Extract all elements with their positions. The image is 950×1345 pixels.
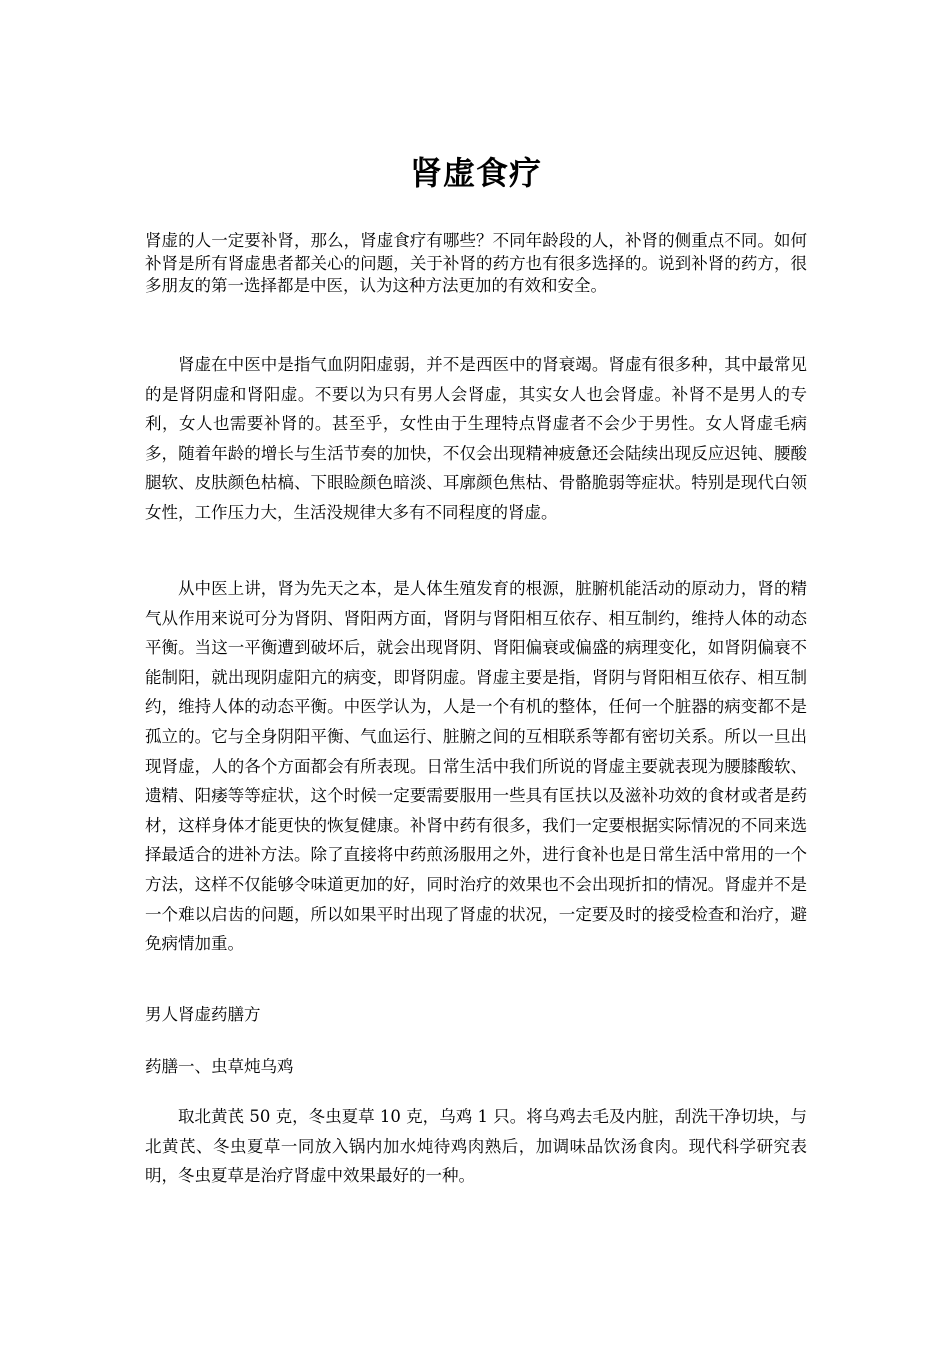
intro-paragraph: 肾虚的人一定要补肾，那么，肾虚食疗有哪些？不同年龄段的人，补肾的侧重点不同。如何补肾是所有肾虚患者都关心的问题，关于补肾的药方也有很多选择的。说到补肾的药方，很多朋友的第一选择都是中医，认为这种方法更加的有效和安全。 (145, 231, 807, 295)
kidney-deficiency-definition-paragraph: 肾虚在中医中是指气血阴阳虚弱，并不是西医中的肾衰竭。肾虚有很多种，其中最常见的是肾阴虚和肾阳虚。不要以为只有男人会肾虚，其实女人也会肾虚。补肾不是男人的专利，女人也需要补肾的。甚至乎，女性由于生理特点肾虚者不会少于男性。女人肾虚毛病多，随着年龄的增长与生活节奏的加快，不仅会出现精神疲惫还会陆续出现反应迟钝、腰酸腿软、皮肤颜色枯槁、下眼睑颜色暗淡、耳廓颜色焦枯、骨骼脆弱等症状。特别是现代白领女性，工作压力大，生活没规律大多有不同程度的肾虚。 (145, 355, 807, 522)
recipe-heading-1: 药膳一、虫草炖乌鸡 (145, 1057, 294, 1076)
section-heading-men-recipes: 男人肾虚药膳方 (145, 1005, 261, 1024)
recipe-1-paragraph: 取北黄芪 50 克，冬虫夏草 10 克，乌鸡 1 只。将乌鸡去毛及内脏，刮洗干净切块，与北黄芪、冬虫夏草一同放入锅内加水炖待鸡肉熟后，加调味品饮汤食肉。现代科学研究表明，冬虫夏草是治疗肾虚中效果最好的一种。 (145, 1107, 807, 1186)
document-title: 肾虚食疗 (409, 154, 542, 192)
tcm-explanation-paragraph: 从中医上讲，肾为先天之本，是人体生殖发育的根源，脏腑机能活动的原动力，肾的精气从作用来说可分为肾阴、肾阳两方面，肾阴与肾阳相互依存、相互制约，维持人体的动态平衡。当这一平衡遭到破坏后，就会出现肾阴、肾阳偏衰或偏盛的病理变化，如肾阴偏衰不能制阳，就出现阴虚阳亢的病变，即肾阴虚。肾虚主要是指，肾阴与肾阳相互依存、相互制约，维持人体的动态平衡。中医学认为，人是一个有机的整体，任何一个脏器的病变都不是孤立的。它与全身阴阳平衡、气血运行、脏腑之间的互相联系等都有密切关系。所以一旦出现肾虚，人的各个方面都会有所表现。日常生活中我们所说的肾虚主要就表现为腰膝酸软、遗精、阳痿等等症状，这个时候一定要需要服用一些具有匡扶以及滋补功效的食材或者是药材，这样身体才能更快的恢复健康。补肾中药有很多，我们一定要根据实际情况的不同来选择最适合的进补方法。除了直接将中药煎汤服用之外，进行食补也是日常生活中常用的一个方法，这样不仅能够令味道更加的好，同时治疗的效果也不会出现折扣的情况。肾虚并不是一个难以启齿的问题，所以如果平时出现了肾虚的状况，一定要及时的接受检查和治疗，避免病情加重。 (145, 579, 807, 954)
